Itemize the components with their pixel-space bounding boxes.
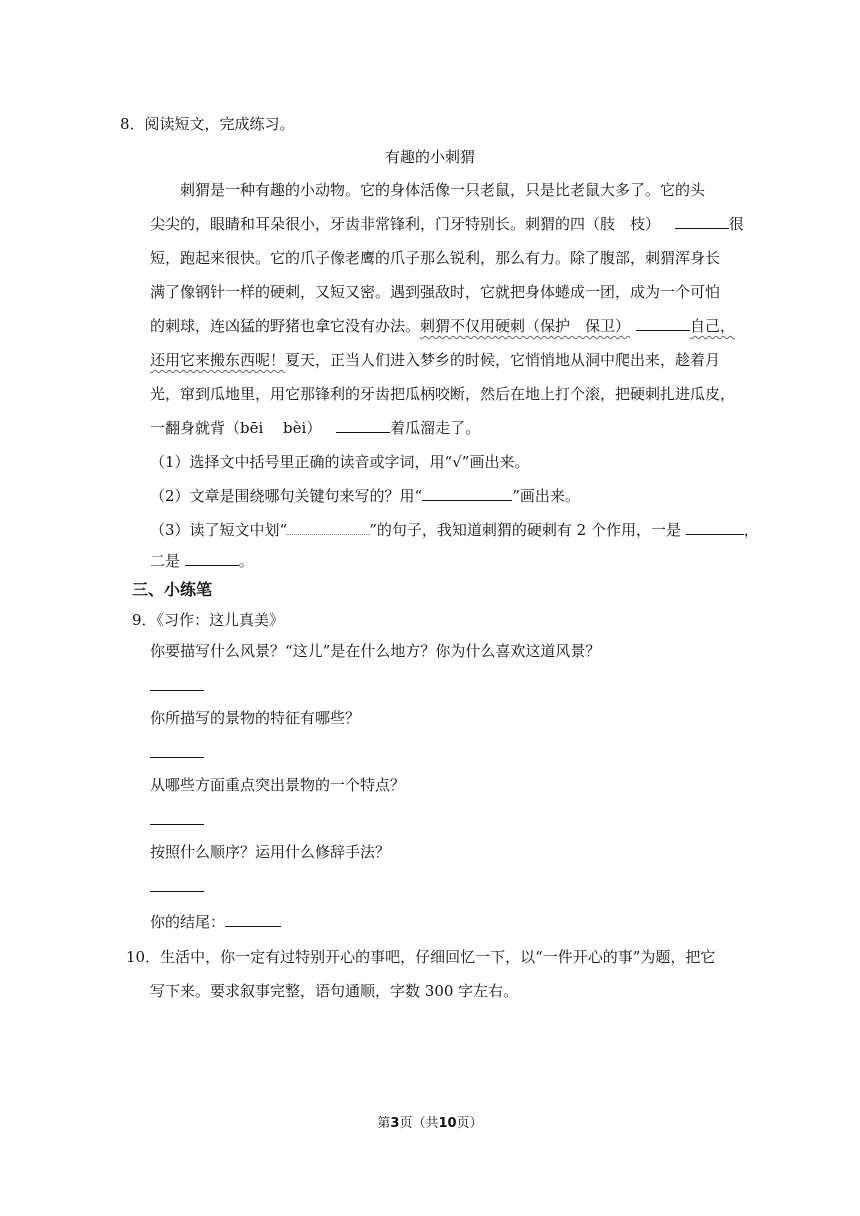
q9-question-b: 你所描写的景物的特征有哪些？ xyxy=(150,709,361,727)
q9-question-d: 按照什么顺序？运用什么修辞手法？ xyxy=(150,843,391,861)
q10-line-2: 写下来。要求叙事完整，语句通顺，字数 300 字左右。 xyxy=(150,982,519,1000)
q9-question-c: 从哪些方面重点突出景物的一个特点？ xyxy=(150,776,406,794)
passage-title: 有趣的小刺猬 xyxy=(384,148,475,166)
passage-line-6-text: 夏天，正当人们进入梦乡的时候，它悄悄地从洞中爬出来，趁着月 xyxy=(285,351,721,369)
passage-line-6 xyxy=(150,350,720,370)
q9-question-e: 你的结尾： xyxy=(150,912,281,932)
q9-title: 9．《习作：这儿真美》 xyxy=(132,611,285,629)
passage-line-5-text: 的刺球，连凶猛的野猪也拿它没有办法。 xyxy=(150,317,421,335)
passage-line-4: 满了像钢针一样的硬刺，又短又密。遇到强敌时，它就把身体蜷成一团，成为一个可怕 xyxy=(150,283,721,301)
passage-line-3: 短，跑起来很快。它的爪子像老鹰的爪子那么锐利，那么有力。除了腹部，刺猬浑身长 xyxy=(150,249,721,267)
passage-line-1: 刺猬是一种有趣的小动物。它的身体活像一只老鼠，只是比老鼠大多了。它的头 xyxy=(180,181,706,199)
q9-answer-c[interactable] xyxy=(150,824,204,825)
q9-question-a: 你要描写什么风景？“这儿”是在什么地方？你为什么喜欢这道风景？ xyxy=(150,642,601,660)
sub-question-1: （1）选择文中括号里正确的读音或字词，用“√”画出来。 xyxy=(150,453,530,471)
section-heading: 三、小练笔 xyxy=(132,580,213,599)
answer-blank-3[interactable] xyxy=(336,418,390,433)
q8-prompt: 8．阅读短文，完成练习。 xyxy=(120,115,295,133)
marked-sentence-part-2: 还用它来搬东西呢！ xyxy=(150,351,286,369)
sub-question-3-cont: 二是 。 xyxy=(150,552,254,570)
q10-line-1: 10．生活中，你一定有过特别开心的事吧，仔细回忆一下，以“一件开心的事”为题，把它 xyxy=(126,948,716,966)
passage-line-7: 光，窜到瓜地里，用它那锋利的牙齿把瓜柄咬断，然后在地上打个滚，把硬刺扎进瓜皮， xyxy=(150,385,736,403)
passage-line-2-text: 尖尖的，眼睛和耳朵很小，牙齿非常锋利，门牙特别长。刺猬的四（肢 枝） xyxy=(150,215,661,233)
sub-question-3: （3）读了短文中划“ ”的句子，我知道刺猬的硬刺有 2 个作用，一是 ， xyxy=(150,521,759,539)
passage-line-8-text: 一翻身就背（bēi bèi） xyxy=(150,419,322,437)
q9-answer-a[interactable] xyxy=(150,690,204,691)
passage-line-2-end: 很 xyxy=(728,215,744,233)
passage-line-8-end: 着瓜溜走了。 xyxy=(390,419,481,437)
q9-answer-e[interactable] xyxy=(225,912,281,927)
answer-blank-1[interactable] xyxy=(675,214,729,229)
q9-answer-b[interactable] xyxy=(150,757,204,758)
answer-blank-4[interactable] xyxy=(686,520,744,535)
wavy-line-sample xyxy=(287,520,369,535)
q9-answer-d[interactable] xyxy=(150,891,204,892)
answer-blank-5[interactable] xyxy=(185,551,239,566)
passage-line-5 xyxy=(150,316,735,336)
passage-line-2 xyxy=(150,214,744,234)
sub-question-2: （2）文章是围绕哪句关键句来写的？用“ ”画出来。 xyxy=(150,487,580,505)
passage-line-8 xyxy=(150,418,480,438)
page-number: 3 xyxy=(390,1116,400,1131)
marked-sentence-part-1: 刺猬不仅用硬刺（保护 保卫） 自己， xyxy=(420,317,736,335)
answer-blank-2[interactable] xyxy=(636,316,690,331)
underline-sample xyxy=(422,486,512,501)
page-total: 10 xyxy=(438,1116,457,1131)
page-footer: 第3页（共10页） xyxy=(377,1116,483,1131)
